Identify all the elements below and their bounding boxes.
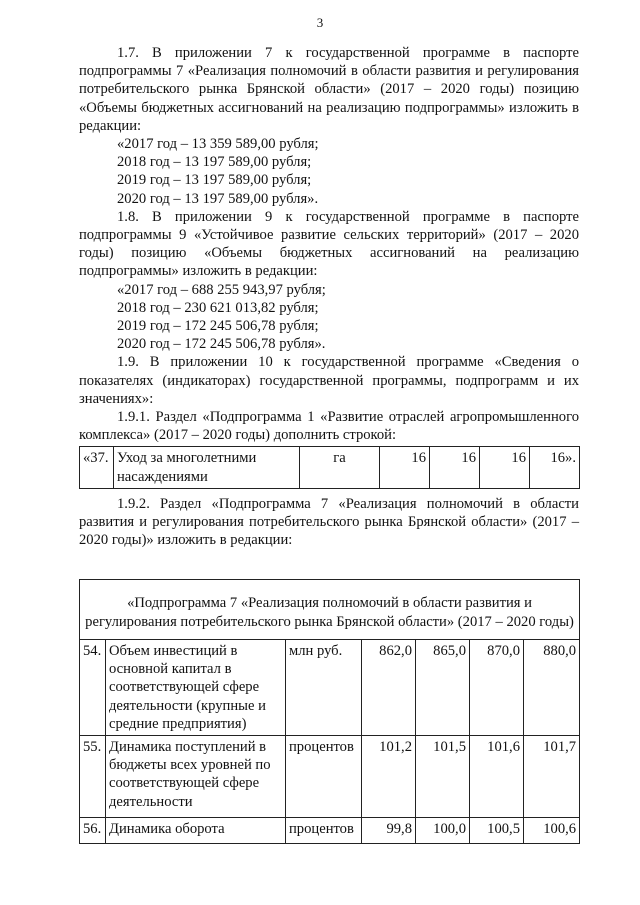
- value-2020: 101,7: [524, 735, 580, 817]
- value-2020: 16».: [530, 447, 580, 488]
- value-2020: 100,6: [524, 817, 580, 843]
- value-2019: 100,5: [470, 817, 524, 843]
- subprogram-7-table: [79, 579, 580, 843]
- value-2017: 16: [380, 447, 430, 488]
- section-1-9-2-text: 1.9.2. Раздел «Подпрограмма 7 «Реализация полномочий в области развития и регулирования потребительского рынка Брянской области» (2017 – 2020 годы)» изложить в редакции:: [79, 495, 579, 549]
- unit: процентов: [286, 735, 362, 817]
- value-2017: 101,2: [362, 735, 416, 817]
- row-number: «37.: [80, 447, 114, 488]
- row-number: 54.: [80, 639, 106, 735]
- value-2020: 880,0: [524, 639, 580, 735]
- section-1-7-text: 1.7. В приложении 7 к государственной программе в паспорте подпрограммы 7 «Реализация полномочий в области развития и регулирования потребительского рынка Брянской области» (2017 – 2020 годы) позицию «Объемы бюджетных ассигнований на реализацию подпрограммы» изложить в редакции:: [79, 45, 579, 134]
- section-1-9-text: 1.9. В приложении 10 к государственной программе «Сведения о показателях (индикаторах) государственной программы, подпрограмм и их значениях»:: [79, 354, 579, 407]
- value-2018: 16: [430, 447, 480, 488]
- indicator-table-addition: [79, 446, 580, 488]
- budget-line-2018: 2018 год – 13 197 589,00 рубля;: [117, 154, 312, 171]
- budget-line-2017: «2017 год – 13 359 589,00 рубля;: [117, 136, 319, 153]
- budget-line-2019: 2019 год – 172 245 506,78 рубля;: [117, 318, 319, 335]
- table-row: [80, 447, 580, 488]
- row-number: 56.: [80, 817, 106, 843]
- section-1-9-1-text: 1.9.1. Раздел «Подпрограмма 1 «Развитие отраслей агропромышленного комплекса» (2017 – 2020 годы) дополнить строкой:: [79, 409, 579, 444]
- unit: га: [300, 447, 380, 488]
- value-2017: 99,8: [362, 817, 416, 843]
- indicator-name: Динамика поступлений в бюджеты всех уровней по соответствующей сфере деятельности: [106, 735, 286, 817]
- value-2019: 16: [480, 447, 530, 488]
- value-2017: 862,0: [362, 639, 416, 735]
- indicator-name: Уход за многолетними насаждениями: [114, 447, 300, 488]
- budget-line-2020: 2020 год – 172 245 506,78 рубля».: [117, 336, 326, 353]
- unit: млн руб.: [286, 639, 362, 735]
- table-row: [80, 735, 580, 817]
- value-2019: 101,6: [470, 735, 524, 817]
- value-2018: 100,0: [416, 817, 470, 843]
- document-body: [79, 44, 579, 844]
- table-row: [80, 639, 580, 735]
- row-number: 55.: [80, 735, 106, 817]
- value-2019: 870,0: [470, 639, 524, 735]
- table-row: [80, 817, 580, 843]
- indicator-name: Объем инвестиций в основной капитал в соответствующей сфере деятельности (крупные и средние предприятия): [106, 639, 286, 735]
- table-caption: «Подпрограмма 7 «Реализация полномочий в области развития и регулирования потребительского рынка Брянской области» (2017 – 2020 годы): [80, 580, 580, 639]
- budget-line-2019: 2019 год – 13 197 589,00 рубля;: [117, 172, 312, 189]
- indicator-name: Динамика оборота: [106, 817, 286, 843]
- table-caption-row: [80, 580, 580, 639]
- value-2018: 865,0: [416, 639, 470, 735]
- budget-line-2018: 2018 год – 230 621 013,82 рубля;: [117, 299, 319, 316]
- value-2018: 101,5: [416, 735, 470, 817]
- section-1-8-text: 1.8. В приложении 9 к государственной программе в паспорте подпрограммы 9 «Устойчивое развитие сельских территорий» (2017 – 2020 годы) позицию «Объемы бюджетных ассигнований на реализацию подпрограммы» изложить в редакции:: [79, 208, 579, 280]
- page-number: 3: [316, 15, 324, 30]
- unit: процентов: [286, 817, 362, 843]
- budget-line-2017: «2017 год – 688 255 943,97 рубля;: [117, 281, 326, 298]
- budget-line-2020: 2020 год – 13 197 589,00 рубля».: [117, 190, 319, 207]
